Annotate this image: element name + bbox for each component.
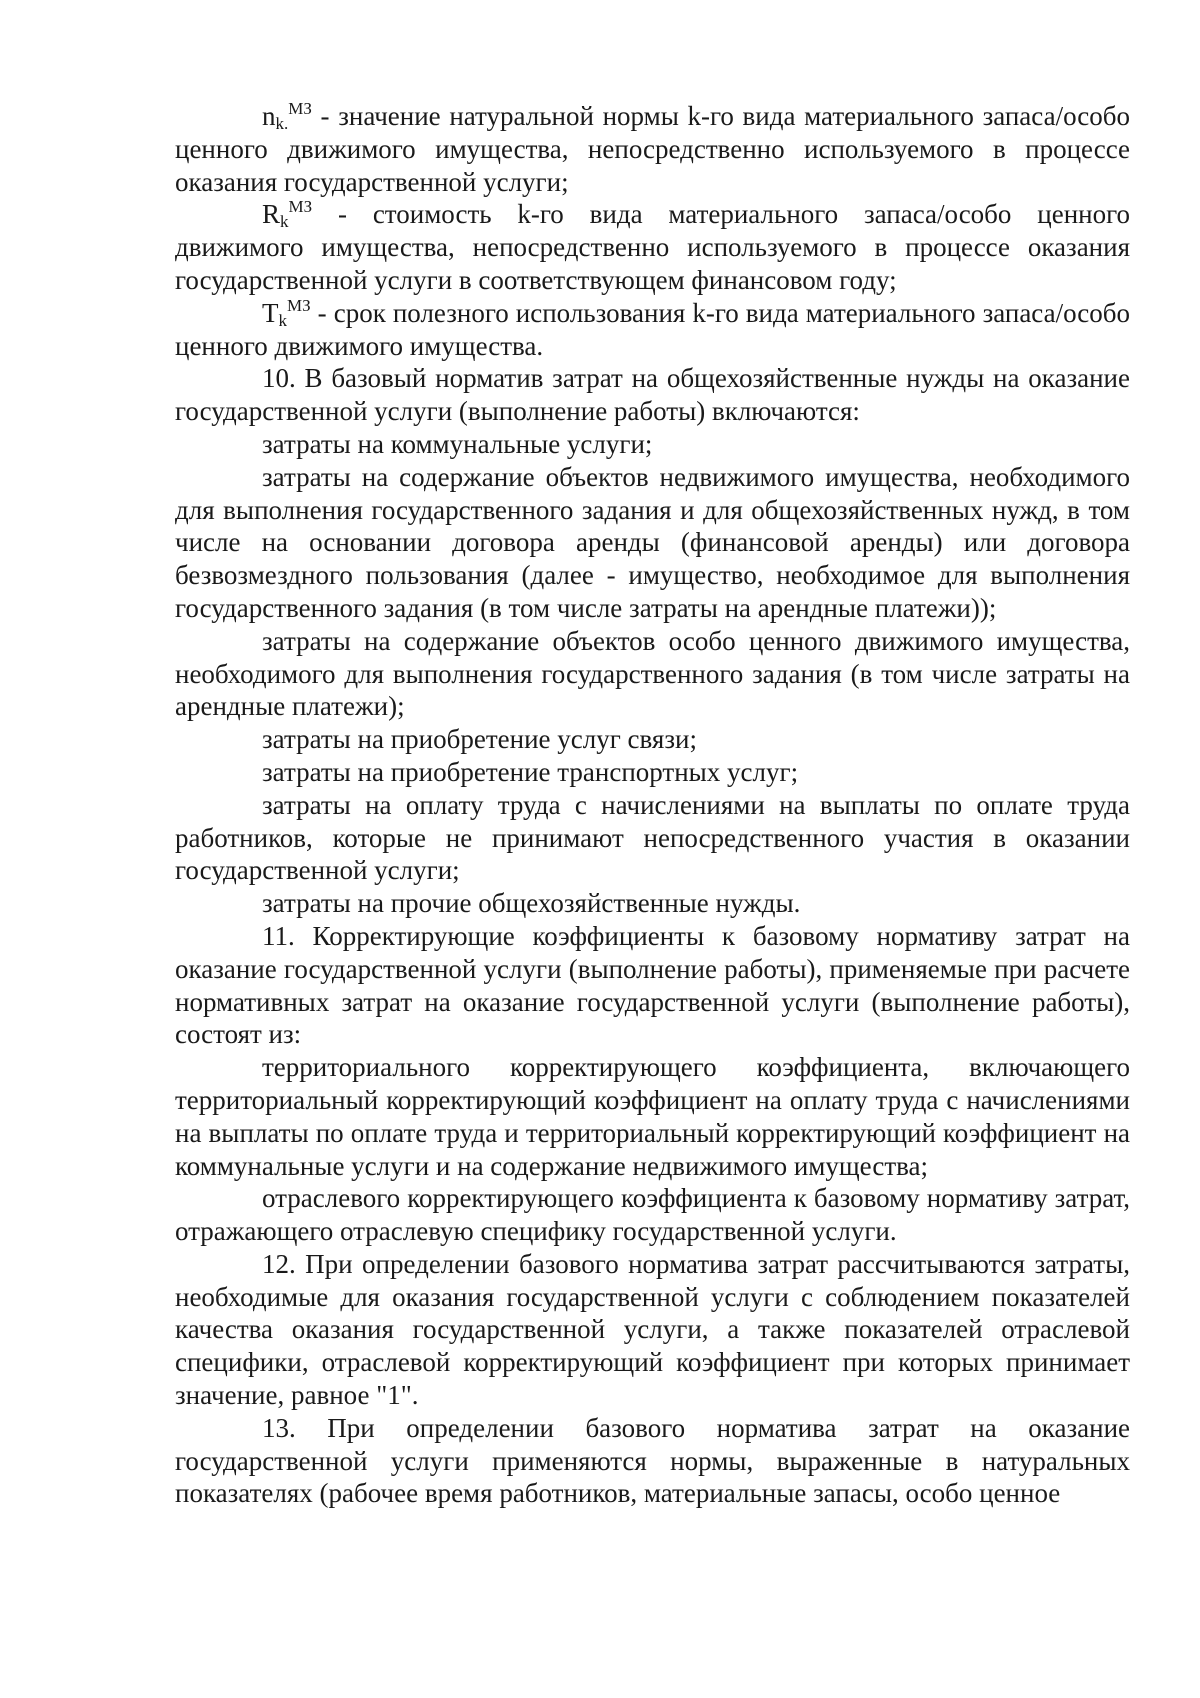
- paragraph-text: - срок полезного использования k-го вида материального запаса/особо ценного движимого имущества.: [175, 297, 1130, 361]
- variable-symbol: $n_{k.}^{МЗ}$: [262, 99, 312, 133]
- paragraph-text: - стоимость k-го вида материального запаса/особо ценного движимого имущества, непосредственно используемого в процессе оказания государственной услуги в соответствующем финансовом году;: [175, 199, 1130, 295]
- paragraph-clause-11: 11. Корректирующие коэффициенты к базовому нормативу затрат на оказание государственной услуги (выполнение работы), применяемые при расчете нормативных затрат на оказание государственной услуги (выполнение работы), состоят из:: [175, 920, 1130, 1050]
- variable-symbol: $R_k^{МЗ}$: [262, 197, 313, 232]
- paragraph-list-item: затраты на содержание объектов особо ценного движимого имущества, необходимого для выполнения государственного задания (в том числе затраты на арендные платежи);: [175, 625, 1130, 722]
- paragraph-list-item: затраты на содержание объектов недвижимого имущества, необходимого для выполнения государственного задания и для общехозяйственных нужд, в том числе на основании договора аренды (финансовой аренды) или договора безвозмездного пользования (далее - имущество, необходимое для выполнения государственного задания (в том числе затраты на арендные платежи));: [175, 461, 1130, 623]
- paragraph-var-r: [175, 198, 1130, 296]
- paragraph-clause-10: 10. В базовый норматив затрат на общехозяйственные нужды на оказание государственной услуги (выполнение работы) включаются:: [175, 363, 1130, 427]
- paragraph-text: - значение натуральной нормы k-го вида материального запаса/особо ценного движимого имущества, непосредственно используемого в процессе оказания государственной услуги;: [175, 101, 1130, 197]
- paragraph-list-item: затраты на приобретение транспортных услуг;: [262, 756, 799, 787]
- document-body: [175, 100, 1130, 1510]
- paragraph-list-item: затраты на приобретение услуг связи;: [262, 724, 697, 755]
- paragraph-list-item: затраты на оплату труда с начислениями на выплаты по оплате труда работников, которые не принимают непосредственного участия в оказании государственной услуги;: [175, 789, 1130, 886]
- paragraph-clause-12: 12. При определении базового норматива затрат рассчитываются затраты, необходимые для оказания государственной услуги с соблюдением показателей качества оказания государственной услуги, а также показателей отраслевой специфики, отраслевой корректирующий коэффициент при которых принимает значение, равное "1".: [175, 1248, 1130, 1411]
- paragraph-list-item: территориального корректирующего коэффициента, включающего территориальный корректирующий коэффициент на оплату труда с начислениями на выплаты по оплате труда и территориальный корректирующий коэффициент на коммунальные услуги и на содержание недвижимого имущества;: [175, 1052, 1130, 1181]
- paragraph-list-item: отраслевого корректирующего коэффициента к базовому нормативу затрат, отражающего отраслевую специфику государственной услуги.: [175, 1183, 1130, 1247]
- variable-symbol: $T_k^{МЗ}$: [262, 295, 311, 330]
- paragraph-var-t: [175, 297, 1130, 363]
- paragraph-list-item: затраты на коммунальные услуги;: [262, 428, 653, 459]
- paragraph-clause-13: 13. При определении базового норматива затрат на оказание государственной услуги применяются нормы, выраженные в натуральных показателях (рабочее время работников, материальные запасы, особо ценное: [175, 1412, 1130, 1509]
- paragraph-list-item: затраты на прочие общехозяйственные нужды.: [262, 888, 801, 919]
- paragraph-var-n: [175, 100, 1130, 198]
